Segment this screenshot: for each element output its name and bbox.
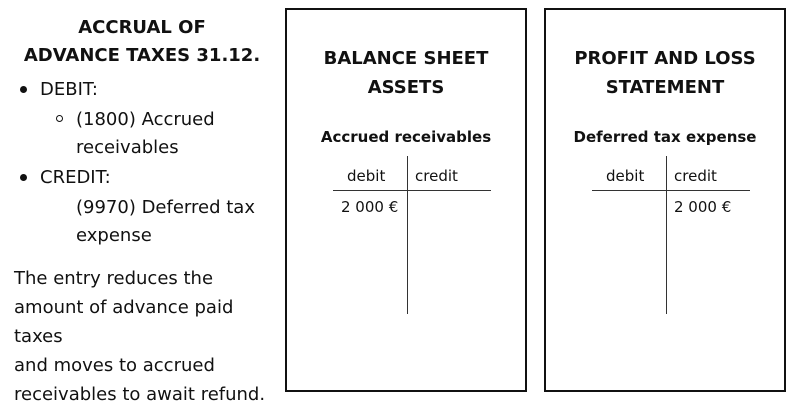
entry-explanation [14, 14, 282, 409]
debit-column-header: debit [347, 167, 386, 185]
credit-column-header: credit [415, 167, 458, 185]
balance-sheet-t-account [333, 156, 491, 314]
credit-bullet-item [14, 164, 282, 192]
filled-bullet-icon [20, 174, 27, 181]
debit-account-item [14, 106, 276, 162]
filled-bullet-icon [20, 86, 27, 93]
balance-sheet-account-name: Accrued receivables [320, 128, 492, 146]
entry-title-line2: ADVANCE TAXES 31.12. [23, 45, 261, 66]
balance-sheet-title-line2: ASSETS [367, 77, 445, 98]
credit-label: CREDIT: [40, 167, 111, 188]
credit-account-item [14, 194, 276, 250]
balance-sheet-title [287, 44, 525, 102]
note-line3: and moves to accrued [14, 355, 215, 376]
note-line1: The entry reduces the [14, 268, 214, 289]
entry-note [14, 264, 284, 409]
debit-account-line2: receivables [76, 137, 179, 158]
note-line4: receivables to await refund. [14, 384, 266, 405]
balance-sheet-title-line1: BALANCE SHEET [323, 48, 489, 69]
debit-bullet-item [14, 76, 282, 104]
credit-account-line2: expense [76, 225, 152, 246]
credit-column-header: credit [674, 167, 717, 185]
profit-loss-t-account [592, 156, 750, 314]
credit-account-line1: (9970) Deferred tax [76, 197, 255, 218]
hollow-bullet-icon [56, 115, 63, 122]
t-account-horizontal-rule [333, 190, 491, 191]
t-account-horizontal-rule [592, 190, 750, 191]
debit-amount: 2 000 € [341, 198, 399, 216]
credit-amount: 2 000 € [674, 198, 732, 216]
profit-loss-title-line2: STATEMENT [605, 77, 725, 98]
profit-loss-title-line1: PROFIT AND LOSS [574, 48, 756, 69]
debit-column-header: debit [606, 167, 645, 185]
t-account-vertical-rule [666, 156, 667, 314]
profit-loss-panel [544, 8, 786, 392]
debit-label: DEBIT: [40, 79, 98, 100]
note-line2: amount of advance paid taxes [14, 297, 234, 347]
t-account-vertical-rule [407, 156, 408, 314]
debit-account-line1: (1800) Accrued [76, 109, 215, 130]
profit-loss-account-name: Deferred tax expense [573, 128, 757, 146]
balance-sheet-panel [285, 8, 527, 392]
entry-title [14, 14, 270, 70]
profit-loss-title [546, 44, 784, 102]
entry-title-line1: ACCRUAL OF [78, 17, 206, 38]
